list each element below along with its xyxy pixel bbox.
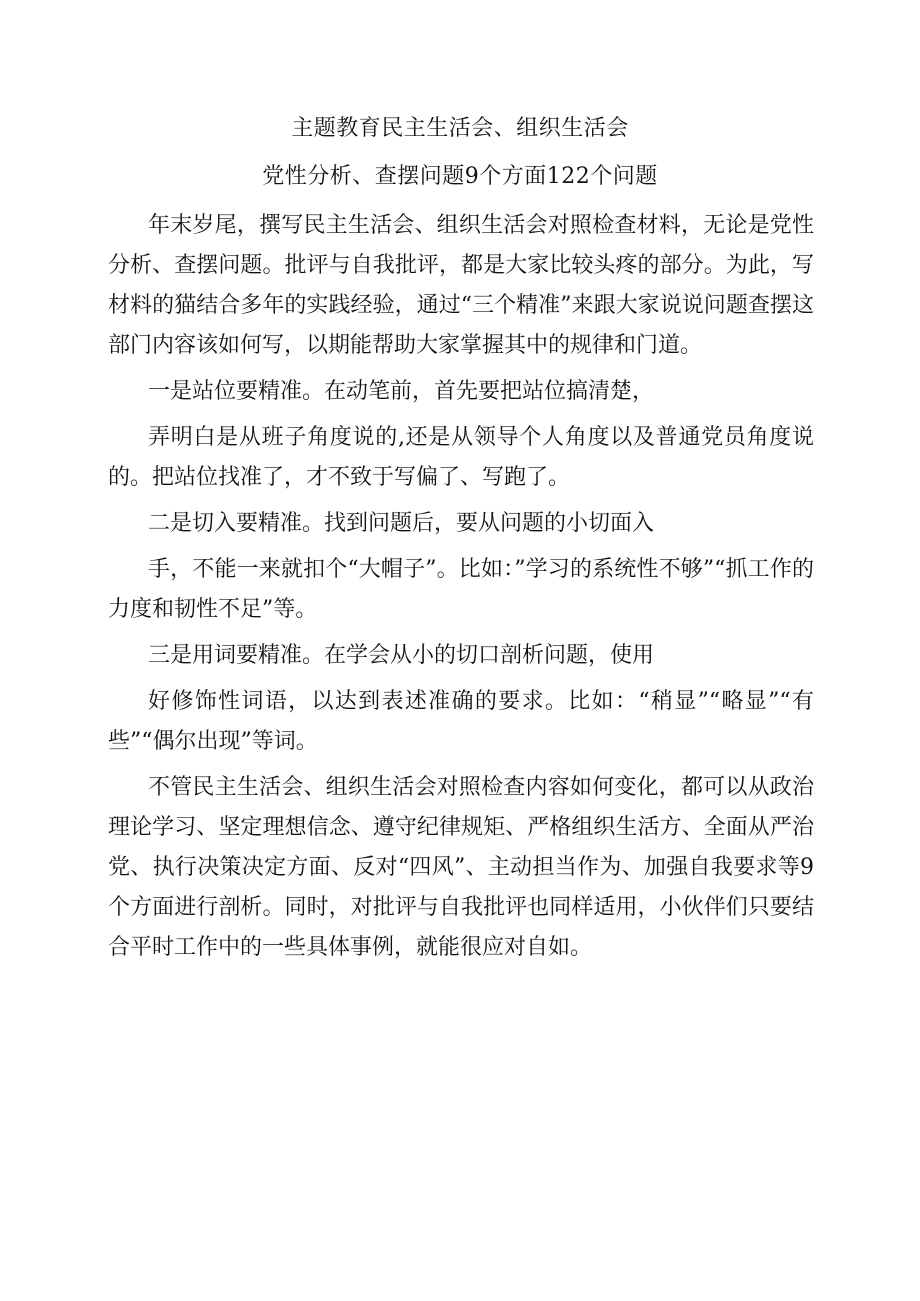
paragraph-point-2-lead: 二是切入要精准。找到问题后，要从问题的小切面入: [148, 511, 655, 536]
paragraph-intro: 年末岁尾，撰写民主生活会、组织生活会对照检查材料，无论是党性分析、查摆问题。批评与自我批评，都是大家比较头疼的部分。为此，写材料的猫结合多年的实践经验，通过“三个精准”来跟大家说说问题查摆这部门内容该如何写，以期能帮助大家掌握其中的规律和门道。: [108, 213, 814, 358]
document-subtitle: 党性分析、查摆问题9个方面122个问题: [262, 164, 658, 189]
paragraph-point-3-lead: 三是用词要精准。在学会从小的切口剖析问题，使用: [148, 643, 655, 668]
paragraph-point-1-detail: 弄明白是从班子角度说的,还是从领导个人角度以及普通党员角度说的。把站位找准了，才不致于写偏了、写跑了。: [108, 425, 814, 490]
paragraph-point-2-detail: 手，不能一来就扣个“大帽子”。比如：”学习的系统性不够”“抓工作的力度和韧性不足”等。: [108, 557, 814, 622]
document-body: [108, 206, 814, 974]
paragraph-conclusion: 不管民主生活会、组织生活会对照检查内容如何变化，都可以从政治理论学习、坚定理想信念、遵守纪律规矩、严格组织生活方、全面从严治党、执行决策决定方面、反对“四风”、主动担当作为、加强自我要求等9个方面进行剖析。同时，对批评与自我批评也同样适用，小伙伴们只要结合平时工作中的一些具体事例，就能很应对自如。: [108, 775, 814, 960]
paragraph-point-1-lead: 一是站位要精准。在动笔前，首先要把站位搞清楚，: [148, 379, 655, 404]
document-title: 主题教育民主生活会、组织生活会: [291, 116, 629, 141]
paragraph-point-3-detail: 好修饰性词语，以达到表述准确的要求。比如：“稍显”“略显”“有些”“偶尔出现”等词。: [108, 689, 814, 754]
